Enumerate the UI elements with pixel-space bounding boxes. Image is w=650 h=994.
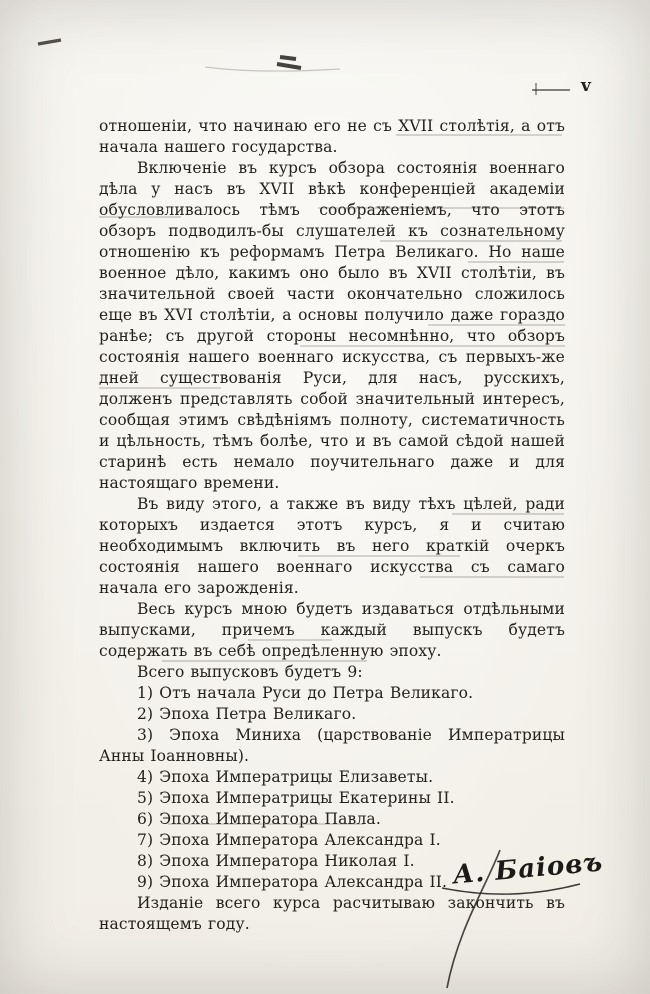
text-block bbox=[99, 116, 565, 935]
pen-mark bbox=[205, 67, 340, 71]
list-item: 2) Эпоха Петра Великаго. bbox=[137, 705, 357, 723]
signature: А. Баіовъ bbox=[451, 847, 605, 891]
paragraph: отношеніи, что начинаю его не съ XVII столѣтія, а отъ начала нашего государства. bbox=[99, 117, 565, 156]
list-item: 8) Эпоха Императора Николая I. bbox=[137, 852, 415, 870]
list-item: 1) Отъ начала Руси до Петра Великаго. bbox=[137, 684, 474, 702]
list-item: 4) Эпоха Императрицы Елизаветы. bbox=[137, 768, 434, 786]
paragraph: Весь курсъ мною будетъ издаваться отдѣльными выпусками, причемъ каждый выпускъ будетъ содержать въ себѣ опредѣленную эпоху. bbox=[99, 600, 565, 660]
list-item: 3) Эпоха Миниха (царствованіе Императрицы Анны Іоанновны). bbox=[99, 726, 565, 765]
list-item: 5) Эпоха Императрицы Екатерины II. bbox=[137, 789, 455, 807]
paragraph: Въ виду этого, а также въ виду тѣхъ цѣлей, ради которыхъ издается этотъ курсъ, я и считаю необходимымъ включить въ него краткій очеркъ состоянія нашего военнаго искусства съ самаго начала его зарожденія. bbox=[99, 495, 565, 597]
pen-mark bbox=[38, 40, 61, 44]
list-item: 7) Эпоха Императора Александра I. bbox=[137, 831, 441, 849]
list-item: 9) Эпоха Императора Александра II. bbox=[137, 873, 448, 891]
paragraph: Включеніе въ курсъ обзора состоянія военнаго дѣла у насъ въ XVII вѣкѣ конференціей академіи обусловливалось тѣмъ соображеніемъ, что этотъ обзоръ подводилъ-бы слушателей къ сознательному отношенію къ реформамъ Петра Великаго. Но наше военное дѣло, какимъ оно было въ XVII столѣтіи, въ значительной своей части окончательно сложилось еще въ XVI столѣтіи, а основы получило даже гораздо ранѣе; съ другой стороны несомнѣнно, что обзоръ состоянія нашего военнаго искусства, съ первыхъ-же дней существованія Руси, для насъ, русскихъ, долженъ представлять собой значительный интересъ, сообщая этимъ свѣдѣніямъ полноту, систематичность и цѣльность, тѣмъ болѣе, что и въ самой сѣдой нашей старинѣ есть немало поучительнаго даже и для настоящаго времени. bbox=[99, 159, 565, 492]
closing-paragraph: Изданіе всего курса расчитываю закончить въ настоящемъ году. bbox=[99, 894, 565, 933]
paragraph: Всего выпусковъ будетъ 9: bbox=[137, 663, 363, 681]
pen-mark bbox=[277, 57, 301, 68]
page-number: v bbox=[581, 76, 592, 96]
list-item: 6) Эпоха Императора Павла. bbox=[137, 810, 381, 828]
